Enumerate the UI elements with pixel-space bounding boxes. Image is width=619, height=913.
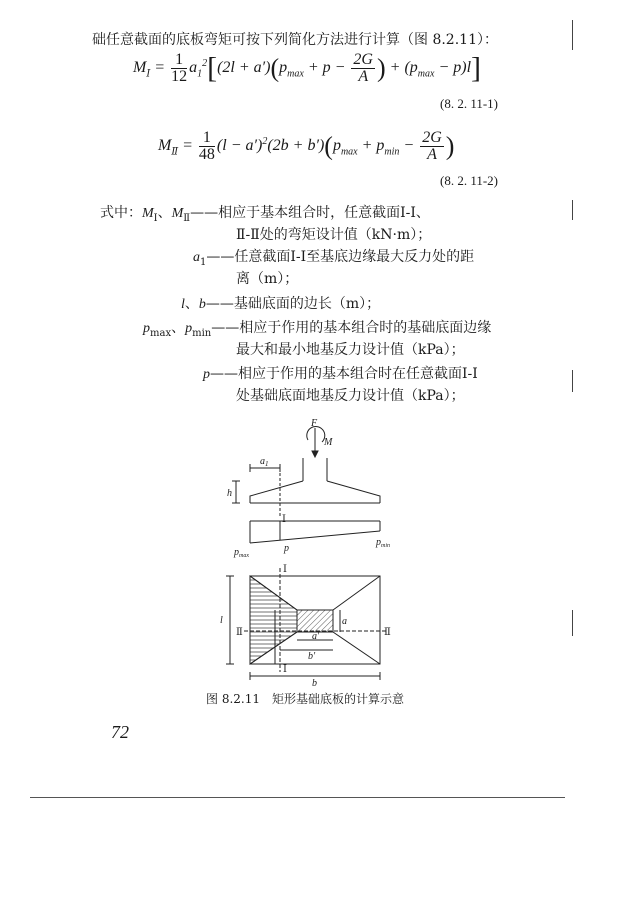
label-pmin: $p_{min}$ <box>376 537 390 549</box>
def-1-cont: Ⅱ-Ⅱ处的弯矩设计值（kN·m）； <box>236 227 432 243</box>
scan-edge-mark <box>572 200 573 220</box>
equation-2: $M_Ⅱ$ = $\frac{1}{48}$ $(l - a')^2(2b + b')(p_{max} + p_{min}$ − $\frac{2G}{A}$ ) <box>158 129 455 163</box>
def-4: $p_{max}$、$p_{min}——$相应于作用的基本组合时的基础底面边缘 <box>143 320 492 339</box>
label-p: p <box>284 543 289 554</box>
scan-edge-mark <box>572 370 573 392</box>
scan-edge-mark <box>572 610 573 636</box>
label-a-prime: a' <box>312 631 320 642</box>
label-l: l <box>220 615 223 626</box>
where-label: 式中：$M_Ⅰ$、$M_Ⅱ——$相应于基本组合时，任意截面Ⅰ-Ⅰ、 <box>100 205 430 224</box>
def-3: l、b——基础底面的边长（m）； <box>181 296 381 312</box>
equation-1-number: (8. 2. 11-1) <box>440 96 499 111</box>
def-2-cont: 离（m）； <box>236 271 299 287</box>
def-4-cont: 最大和最小地基反力设计值（kPa）； <box>236 342 465 358</box>
label-section-II-right: Ⅱ <box>384 627 391 638</box>
label-b: b <box>312 678 317 688</box>
label-section-I-top: Ⅰ <box>282 514 286 525</box>
figure-caption: 图 8.2.11 矩形基础底板的计算示意 <box>206 692 404 706</box>
label-section-II-left: Ⅱ <box>236 627 243 638</box>
label-h: h <box>227 488 232 499</box>
label-a: a <box>342 616 347 627</box>
def-2: $a_1——$任意截面Ⅰ-Ⅰ至基底边缘最大反力处的距 <box>193 249 475 268</box>
label-section-I-plan-top: Ⅰ <box>283 564 287 575</box>
label-b-prime: b' <box>308 651 316 662</box>
def-1-text: ——相应于基本组合时，任意截面Ⅰ-Ⅰ、 <box>190 205 430 221</box>
foundation-figure <box>200 418 430 688</box>
equation-2-number: (8. 2. 11-2) <box>440 173 499 188</box>
scan-bottom-rule <box>30 797 565 798</box>
label-a1: $a_1$ <box>260 456 269 468</box>
intro-text: 础任意截面的底板弯矩可按下列简化方法进行计算（图 8.2.11）： <box>92 32 498 48</box>
def-5-cont: 处基础底面地基反力设计值（kPa）； <box>236 388 465 404</box>
page-number: 72 <box>111 722 129 742</box>
label-section-I-plan-bottom: Ⅰ <box>283 664 287 675</box>
label-M: M <box>324 437 333 448</box>
def-5: p——相应于作用的基本组合时在任意截面Ⅰ-Ⅰ <box>203 366 478 382</box>
label-F: F <box>311 418 318 429</box>
scan-edge-mark <box>572 20 573 50</box>
equation-1: $M_Ⅰ$ = $\frac{1}{12}$ $a_1^2[(2l + a')(p_{max} + p$ − $\frac{2G}{A}$ ) + $(p_{max} - p)l$] <box>133 51 482 85</box>
label-pmax: $p_{max}$ <box>234 547 249 559</box>
